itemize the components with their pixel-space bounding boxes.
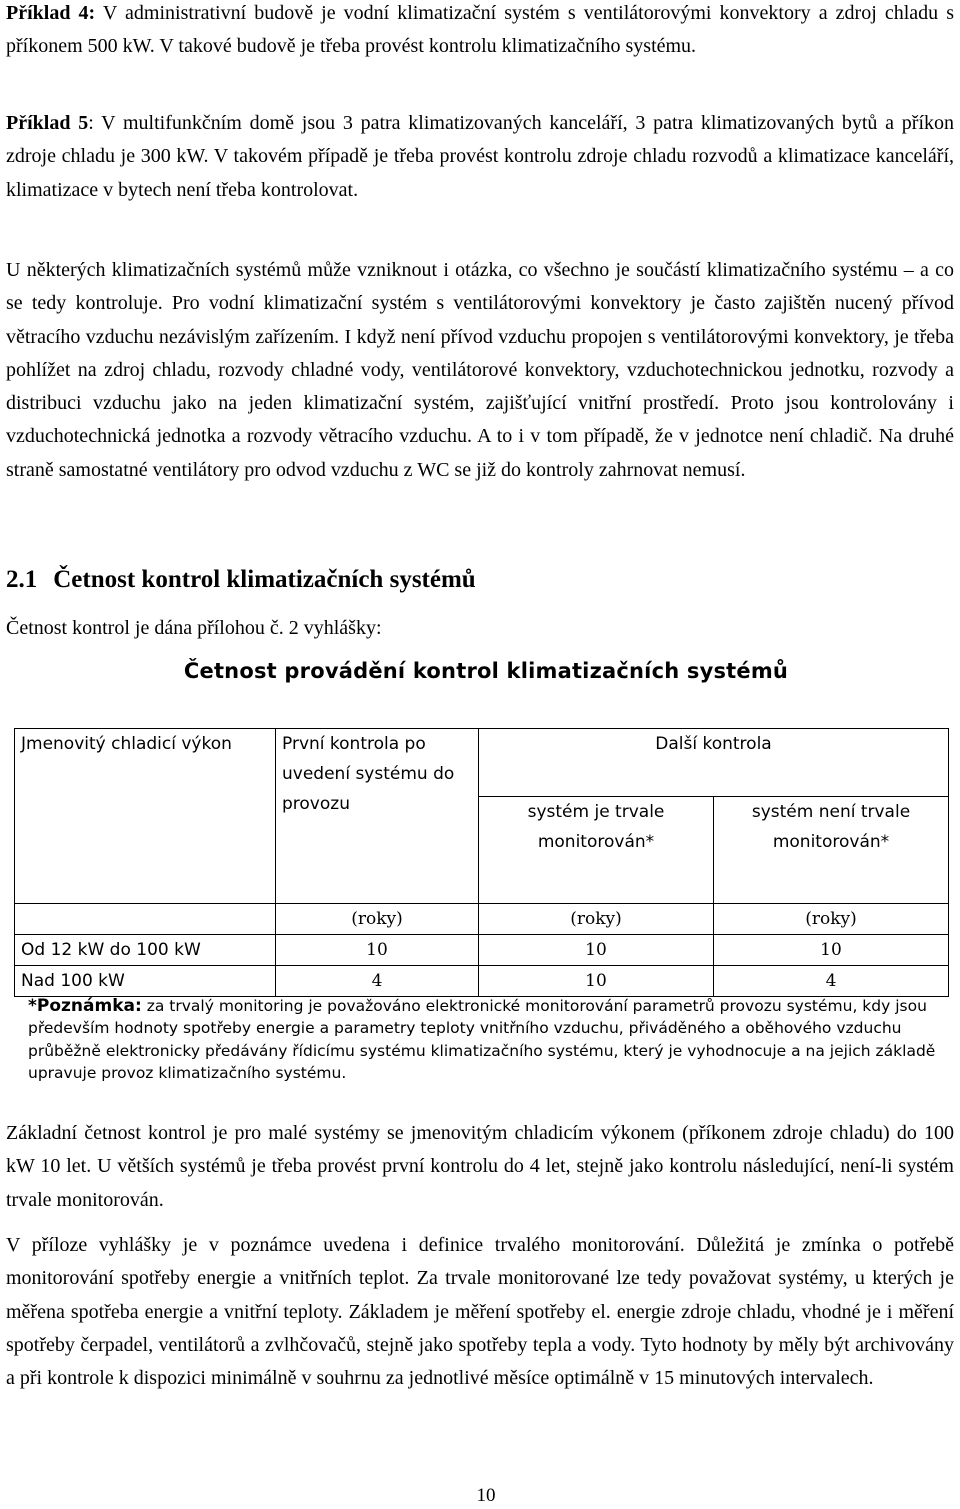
range-cell: Nad 100 kW	[15, 966, 276, 997]
note-label: *Poznámka:	[28, 996, 142, 1016]
figure-note	[28, 995, 948, 1085]
intro-paragraph: Četnost kontrol je dána přílohou č. 2 vyhlášky:	[6, 617, 382, 639]
monitored-cell: 10	[479, 935, 714, 966]
section-title: Četnost kontrol klimatizačních systémů	[53, 566, 476, 593]
unmonitored-cell: 4	[714, 966, 949, 997]
section-number: 2.1	[6, 566, 38, 593]
example-5-label: Příklad 5	[6, 112, 89, 134]
example-4-paragraph	[6, 0, 954, 64]
note-text: za trvalý monitoring je považováno elektronické monitorování parametrů provozu systému, kdy jsou především hodnoty spotřeby energie a parametry teploty vnitřního vzduchu, přiváděného a oběhového vzduchu průběžně elektronicky předávány řídicímu systému klimatizačního systému, který je vyhodnocuje a na jejich základě upravuje provoz klimatizačního systému.	[28, 997, 936, 1083]
inspection-frequency-figure	[6, 655, 954, 1100]
basic-frequency-paragraph: Základní četnost kontrol je pro malé systémy se jmenovitým chladicím výkonem (příkonem zdroje chladu) do 100 kW 10 let. U větších systémů je třeba provést první kontrolu do 4 let, stejně jako kontrolu následující, není-li systém trvale monitorován.	[6, 1122, 954, 1211]
first-inspection-cell: 10	[276, 935, 479, 966]
table-header-row	[15, 729, 949, 797]
table-row	[15, 935, 949, 966]
monitored-cell: 10	[479, 966, 714, 997]
unit-cell: (roky)	[714, 904, 949, 935]
system-scope-paragraph: U některých klimatizačních systémů může vzniknout i otázka, co všechno je součástí klimatizačního systému – a co se tedy kontroluje. Pro vodní klimatizační systém s ventilátorovými konvektory je často zajištěn nucený přívod větracího vzduchu nezávislým zařízením. I když není přívod vzduchu propojen s ventilátorovými konvektory, je třeba pohlížet na zdroj chladu, rozvody chladné vody, ventilátorové konvektory, vzduchotechnickou jednotku, rozvody a distribuci vzduchu jako na jeden klimatizační systém, zajišťující vnitřní prostředí. Proto jsou kontrolovány i vzduchotechnická jednotka a rozvody větracího vzduchu. A to i v tom případě, že v jednotce není chladič. Na druhé straně samostatné ventilátory pro odvod vzduchu z WC se již do kontroly zahrnovat nemusí.	[6, 259, 954, 481]
unmonitored-cell: 10	[714, 935, 949, 966]
unit-cell: (roky)	[479, 904, 714, 935]
range-cell: Od 12 kW do 100 kW	[15, 935, 276, 966]
page-number: 10	[476, 1485, 496, 1506]
example-4-label: Příklad 4:	[6, 2, 96, 24]
unit-cell-empty	[15, 904, 276, 935]
inspection-frequency-table	[14, 728, 949, 997]
example-5-text: : V multifunkčním domě jsou 3 patra klimatizovaných kanceláří, 3 patra klimatizovaných bytů a příkon zdroje chladu je 300 kW. V takovém případě je třeba provést kontrolu zdroje chladu rozvodů a klimatizace kanceláří, klimatizace v bytech není třeba kontrolovat.	[6, 112, 954, 201]
example-4-text: V administrativní budově je vodní klimatizační systém s ventilátorovými konvektory a zdroj chladu s příkonem 500 kW. V takové budově je třeba provést kontrolu klimatizačního systému.	[6, 2, 954, 58]
monitoring-definition-paragraph: V příloze vyhlášky je v poznámce uvedena i definice trvalého monitorování. Důležitá je zmínka o potřebě monitorování spotřeby energie a vnitřních teplot. Za trvale monitorované lze tedy považovat systémy, u kterých je měřena spotřeba energie a vnitřní teploty. Základem je měření spotřeby el. energie zdroje chladu, vhodné je i měření spotřeby čerpadel, ventilátorů a zvlhčovačů, stejně jako spotřeby tepla a vody. Tyto hodnoty by měly být archivovány a při kontrole k dispozici minimálně v souhrnu za jednotlivé měsíce optimálně v 15 minutových intervalech.	[6, 1234, 954, 1390]
header-monitored: systém je trvale monitorován*	[479, 797, 714, 904]
section-heading	[6, 566, 954, 594]
first-inspection-cell: 4	[276, 966, 479, 997]
header-first-inspection: První kontrola po uvedení systému do provozu	[276, 729, 479, 904]
example-5-paragraph	[6, 107, 954, 207]
table-row	[15, 966, 949, 997]
table-unit-row	[15, 904, 949, 935]
header-not-monitored: systém není trvale monitorován*	[714, 797, 949, 904]
header-cooling-output: Jmenovitý chladicí výkon	[15, 729, 276, 904]
figure-title: Četnost provádění kontrol klimatizačních systémů	[183, 659, 789, 683]
unit-cell: (roky)	[276, 904, 479, 935]
header-next-inspection: Další kontrola	[479, 729, 949, 797]
